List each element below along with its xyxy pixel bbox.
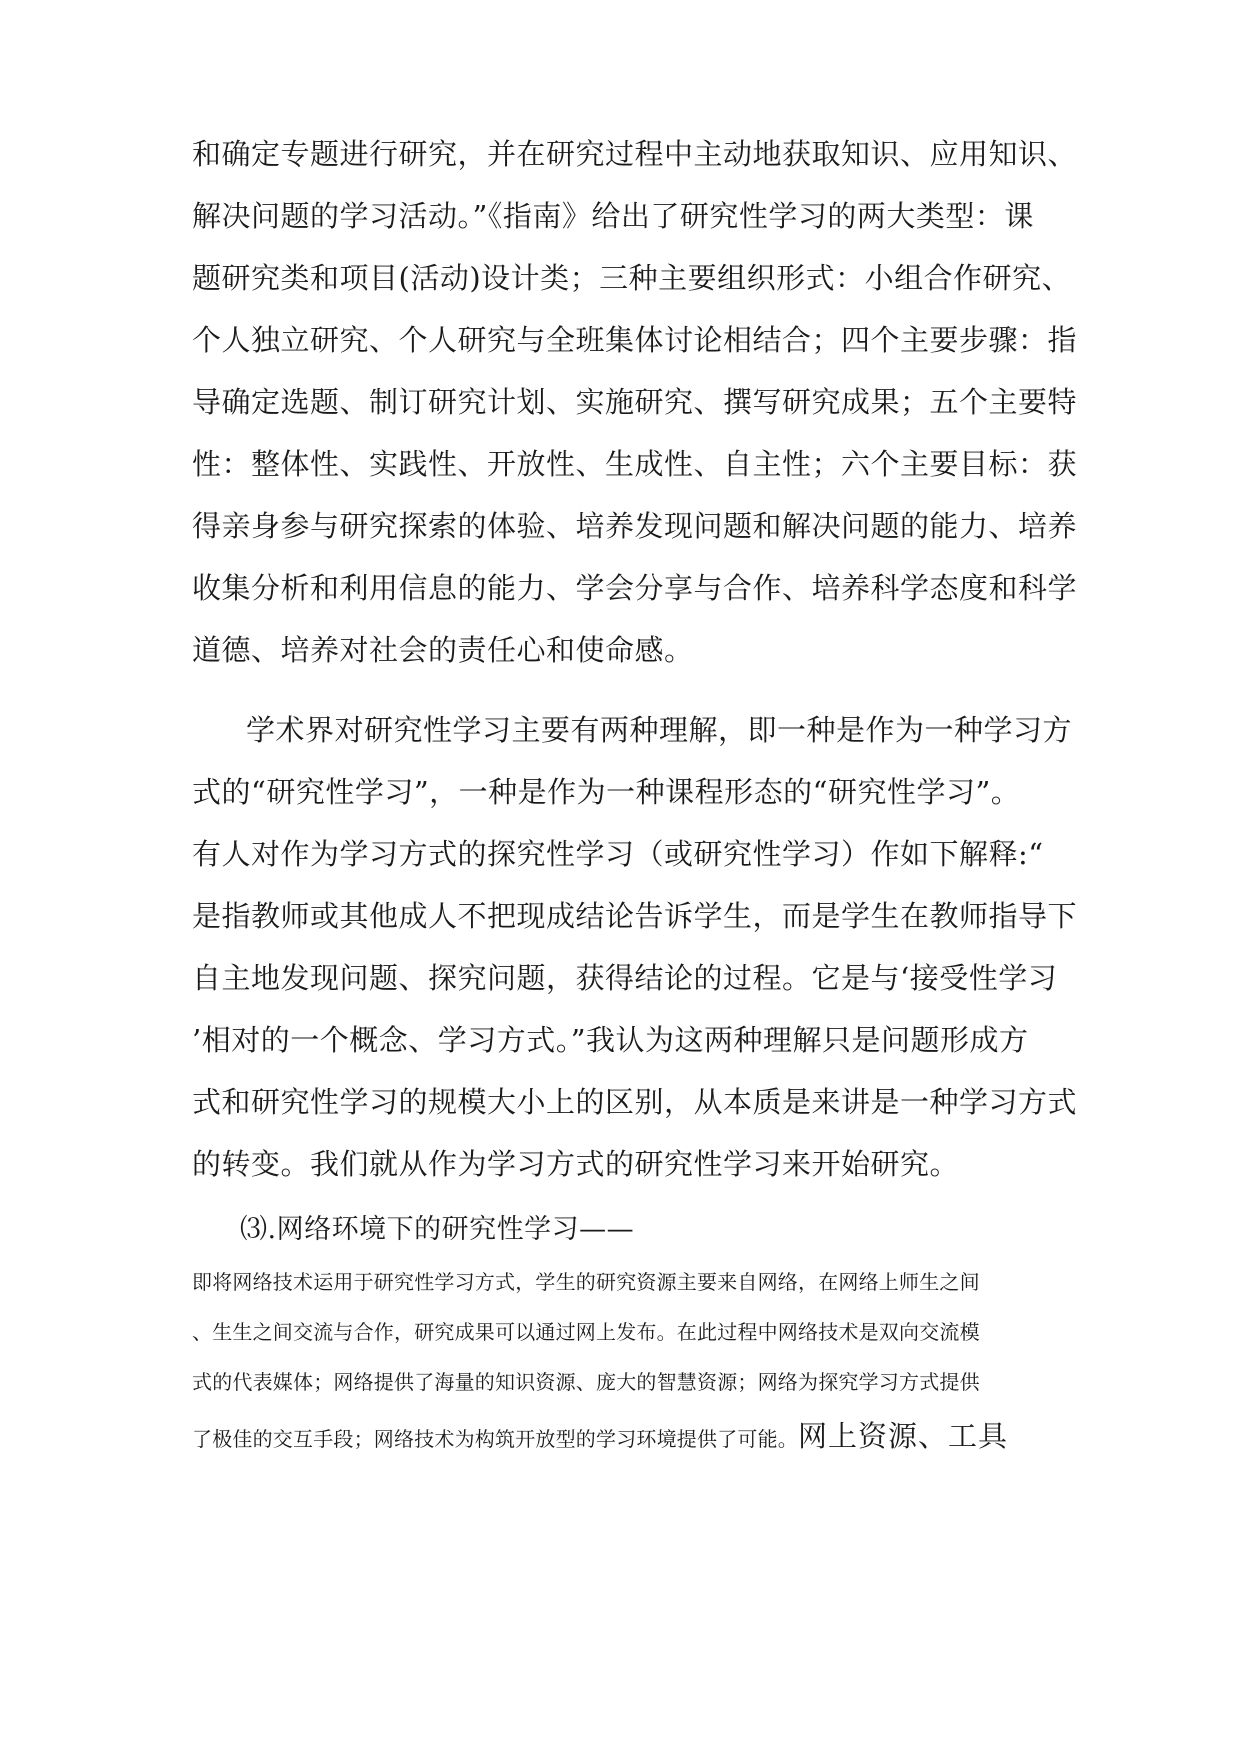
paragraph-line: ’相对的一个概念、学习方式。”我认为这两种理解只是问题形成方: [192, 1023, 1029, 1057]
paragraph-line: 的转变。我们就从作为学习方式的研究性学习来开始研究。: [192, 1147, 960, 1181]
paragraph-line: 解决问题的学习活动。”《指南》给出了研究性学习的两大类型：课: [192, 199, 1034, 233]
paragraph-line: 即将网络技术运用于研究性学习方式，学生的研究资源主要来自网络，在网络上师生之间: [192, 1270, 980, 1294]
paragraph-line: 式和研究性学习的规模大小上的区别，从本质是来讲是一种学习方式: [192, 1085, 1078, 1119]
paragraph-line: 、生生之间交流与合作，研究成果可以通过网上发布。在此过程中网络技术是双向交流模: [192, 1320, 980, 1344]
paragraph-line: 收集分析和利用信息的能力、学会分享与合作、培养科学态度和科学: [192, 571, 1078, 605]
paragraph-line: 得亲身参与研究探索的体验、培养发现问题和解决问题的能力、培养: [192, 509, 1078, 543]
paragraph-line: 导确定选题、制订研究计划、实施研究、撰写研究成果；五个主要特: [192, 385, 1078, 419]
paragraph-line-small-part: 了极佳的交互手段；网络技术为构筑开放型的学习环境提供了可能。: [192, 1427, 798, 1451]
paragraph-line: 式的代表媒体；网络提供了海量的知识资源、庞大的智慧资源；网络为探究学习方式提供: [192, 1370, 980, 1394]
section-heading: ⑶.网络环境下的研究性学习——: [240, 1214, 635, 1245]
paragraph-line: 个人独立研究、个人研究与全班集体讨论相结合；四个主要步骤：指: [192, 323, 1078, 357]
paragraph-line: [192, 1419, 1009, 1453]
paragraph-line: 性：整体性、实践性、开放性、生成性、自主性；六个主要目标：获: [192, 447, 1078, 481]
paragraph-line-large-part: 网上资源、工具: [798, 1419, 1009, 1453]
paragraph-line: 有人对作为学习方式的探究性学习（或研究性学习）作如下解释:“: [192, 837, 1044, 871]
paragraph-line: 和确定专题进行研究，并在研究过程中主动地获取知识、应用知识、: [192, 137, 1078, 171]
paragraph-line: 是指教师或其他成人不把现成结论告诉学生，而是学生在教师指导下: [192, 899, 1078, 933]
paragraph-line: 题研究类和项目(活动)设计类；三种主要组织形式：小组合作研究、: [192, 261, 1072, 295]
paragraph-line: 自主地发现问题、探究问题，获得结论的过程。它是与‘接受性学习: [192, 961, 1058, 995]
paragraph-line: 学术界对研究性学习主要有两种理解，即一种是作为一种学习方: [246, 713, 1073, 747]
paragraph-line: 式的“研究性学习”，一种是作为一种课程形态的“研究性学习”。: [192, 775, 1021, 809]
paragraph-line: 道德、培养对社会的责任心和使命感。: [192, 633, 694, 667]
